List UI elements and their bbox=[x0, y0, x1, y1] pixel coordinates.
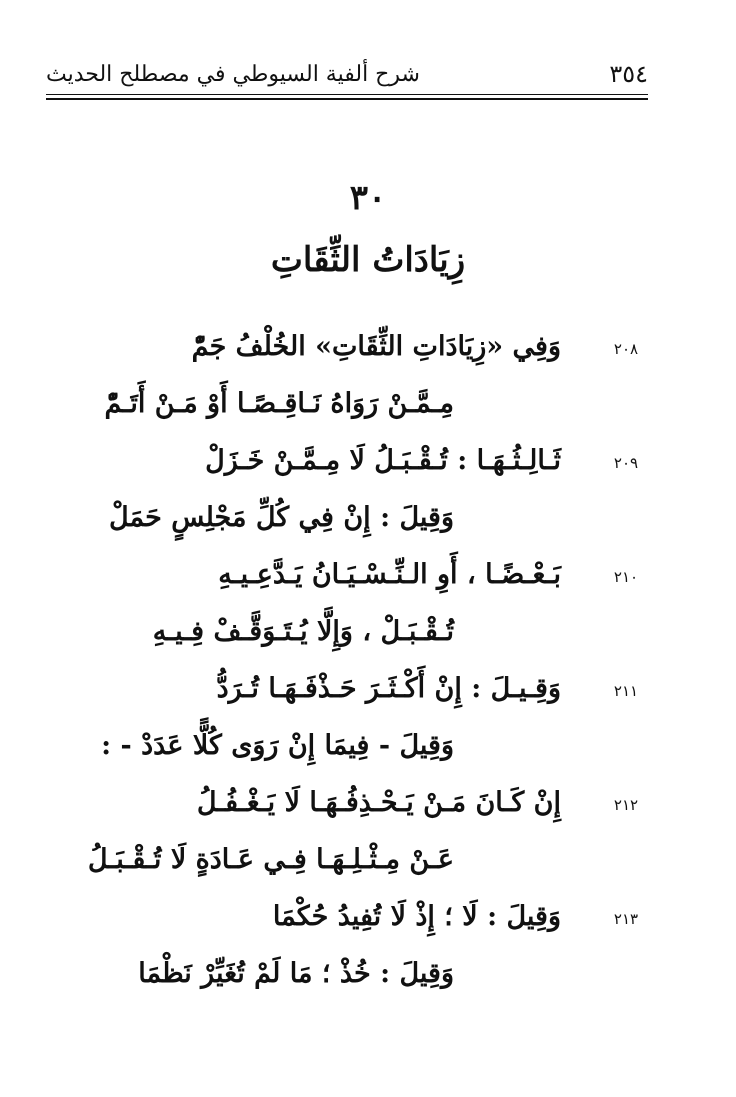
verse-line-first bbox=[0, 546, 736, 603]
header-rule-thin bbox=[46, 94, 648, 95]
verse-first-hemistich: إِنْ كَـانَ مَـنْ يَـحْـذِفُـهَـا لَا يَـغْـفُـلُ bbox=[196, 787, 561, 818]
verse-second-hemistich: تُـقْـبَـلْ ، وَإِلَّا يُـتَـوَقَّـفْ فِـيـهِ bbox=[152, 616, 454, 647]
verse-first-hemistich: وَفِي «زِيَادَاتِ الثِّقَاتِ» الخُلْفُ جَمّْ bbox=[191, 331, 561, 362]
verse-second-hemistich: وَقِيلَ : خُذْ ؛ مَا لَمْ تُغَيِّرْ نَظْمَا bbox=[138, 958, 454, 989]
verse-second-hemistich: وَقِيلَ - فِيمَا إِنْ رَوَى كُلًّا عَدَدْ - : bbox=[101, 730, 454, 761]
verse-line-second bbox=[0, 717, 736, 774]
verse-210 bbox=[0, 546, 736, 660]
page-number: ٣٥٤ bbox=[609, 60, 648, 88]
verse-second-hemistich: مِـمَّـنْ رَوَاهُ نَـاقِـصًـا أَوْ مَـنْ أَتَـمّْ bbox=[104, 388, 454, 419]
verse-211 bbox=[0, 660, 736, 774]
verse-209 bbox=[0, 432, 736, 546]
verse-line-second bbox=[0, 375, 736, 432]
verse-first-hemistich: ثَـالِـثُـهَـا : تُـقْـبَـلُ لَا مِـمَّـنْ خَـزَلْ bbox=[205, 445, 561, 476]
verse-213 bbox=[0, 888, 736, 1002]
verse-line-second bbox=[0, 603, 736, 660]
verse-first-hemistich: بَـعْـضًـا ، أَوِ الـنِّـسْـيَـانُ يَـدَّعِـيـهِ bbox=[218, 559, 561, 590]
chapter-number: ٣٠ bbox=[349, 178, 387, 218]
book-title: شرح ألفية السيوطي في مصطلح الحديث bbox=[46, 61, 420, 87]
verse-number: ٢١٢ bbox=[613, 796, 639, 814]
verse-second-hemistich: وَقِيلَ : إِنْ فِي كُلِّ مَجْلِسٍ حَمَلْ bbox=[109, 502, 454, 533]
verse-line-first bbox=[0, 660, 736, 717]
verse-line-second bbox=[0, 831, 736, 888]
running-head bbox=[46, 56, 648, 92]
header-rule-thick bbox=[46, 98, 648, 100]
verse-list bbox=[0, 318, 736, 1002]
verse-first-hemistich: وَقِـيـلَ : إِنْ أَكْـثَـرَ حَـذْفَـهَـا تُـرَدُّ bbox=[216, 673, 561, 704]
verse-number: ٢١٣ bbox=[613, 910, 639, 928]
verse-number: ٢١٠ bbox=[613, 568, 639, 586]
chapter-title: زِيَادَاتُ الثِّقَاتِ bbox=[270, 240, 466, 280]
verse-line-first bbox=[0, 774, 736, 831]
verse-first-hemistich: وَقِيلَ : لَا ؛ إِذْ لَا تُفِيدُ حُكْمَا bbox=[272, 901, 561, 932]
verse-line-second bbox=[0, 945, 736, 1002]
verse-number: ٢٠٩ bbox=[613, 454, 639, 472]
verse-line-first bbox=[0, 432, 736, 489]
verse-line-second bbox=[0, 489, 736, 546]
verse-208 bbox=[0, 318, 736, 432]
verse-number: ٢٠٨ bbox=[613, 340, 639, 358]
verse-line-first bbox=[0, 318, 736, 375]
verse-line-first bbox=[0, 888, 736, 945]
verse-number: ٢١١ bbox=[613, 682, 639, 700]
verse-second-hemistich: عَـنْ مِـثْـلِـهَـا فِـي عَـادَةٍ لَا تُـقْـبَـلُ bbox=[87, 844, 454, 875]
verse-212 bbox=[0, 774, 736, 888]
